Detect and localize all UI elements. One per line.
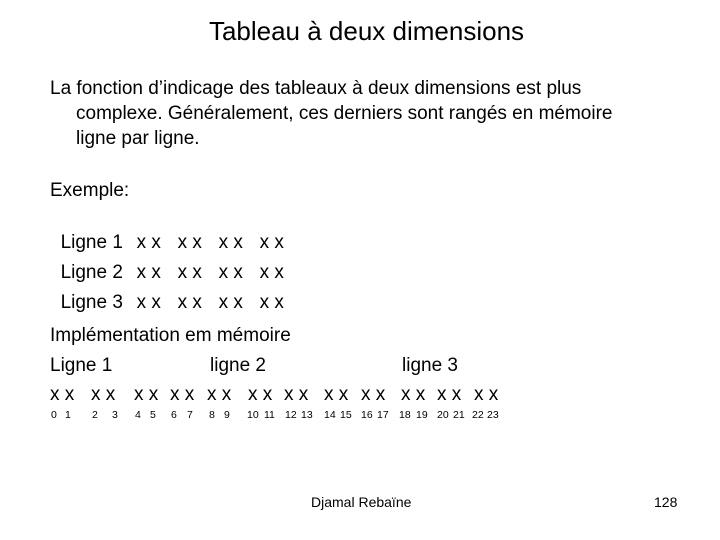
memory-index: 11: [264, 409, 275, 421]
memory-cell-pair: x x: [401, 384, 426, 405]
memory-index: 3: [112, 409, 118, 421]
page-number: 128: [654, 494, 678, 510]
memory-cell-pair: x x: [91, 384, 116, 405]
row-label: Ligne 2: [60, 262, 123, 283]
memory-label-line-1: Ligne 1: [50, 355, 113, 376]
memory-index: 18: [399, 409, 411, 421]
memory-label-line-3: ligne 3: [402, 355, 458, 376]
memory-index: 8: [209, 409, 215, 421]
memory-cell-pair: x x: [170, 384, 195, 405]
row-label: Ligne 3: [60, 292, 123, 313]
memory-index: 13: [301, 409, 313, 421]
row-cell: x x: [177, 232, 202, 253]
memory-index: 12: [285, 409, 297, 421]
memory-index: 19: [416, 409, 428, 421]
memory-index: 5: [150, 409, 156, 421]
footer-author: Djamal Rebaïne: [311, 494, 412, 510]
memory-index: 15: [340, 409, 352, 421]
row-label: Ligne 1: [60, 232, 123, 253]
intro-paragraph: [50, 76, 710, 151]
memory-index: 21: [453, 409, 465, 421]
memory-index: 7: [187, 409, 193, 421]
memory-index: 14: [324, 409, 336, 421]
memory-cell-pair: x x: [474, 384, 499, 405]
memory-heading: Implémentation em mémoire: [50, 325, 291, 346]
memory-index: 0: [51, 409, 57, 421]
memory-cell-pair: x x: [207, 384, 232, 405]
memory-index: 6: [171, 409, 177, 421]
memory-index: 2: [92, 409, 98, 421]
memory-index: 17: [377, 409, 389, 421]
row-cell: x x: [177, 292, 202, 313]
page-title: Tableau à deux dimensions: [208, 16, 525, 46]
example-row-3: [50, 270, 301, 314]
memory-index: 4: [135, 409, 141, 421]
memory-index: 10: [247, 409, 259, 421]
row-cell: x x: [136, 292, 161, 313]
memory-index: 22: [472, 409, 484, 421]
memory-index: 16: [361, 409, 373, 421]
row-cell: x x: [259, 232, 284, 253]
memory-cell-pair: x x: [284, 384, 309, 405]
row-cell: x x: [136, 232, 161, 253]
row-cell: x x: [136, 262, 161, 283]
memory-index: 20: [437, 409, 449, 421]
row-cell: x x: [218, 292, 243, 313]
memory-index: 1: [65, 409, 71, 421]
memory-index: 9: [224, 409, 230, 421]
row-cell: x x: [259, 292, 284, 313]
memory-index: 23: [487, 409, 499, 421]
intro-line-1: La fonction d’indicage des tableaux à deux dimensions est plus: [50, 78, 582, 99]
row-cell: x x: [218, 262, 243, 283]
memory-cell-pair: x x: [248, 384, 273, 405]
example-heading: Exemple:: [50, 180, 130, 201]
row-cell: x x: [259, 262, 284, 283]
memory-label-line-2: ligne 2: [210, 355, 266, 376]
row-cell: x x: [177, 262, 202, 283]
row-cell: x x: [218, 232, 243, 253]
memory-cell-pair: x x: [324, 384, 349, 405]
intro-line-2: complexe. Généralement, ces derniers sont rangés en mémoire: [76, 103, 613, 124]
intro-line-3: ligne par ligne.: [76, 128, 200, 149]
memory-cell-pair: x x: [361, 384, 386, 405]
memory-cell-pair: x x: [134, 384, 159, 405]
memory-cell-pair: x x: [50, 384, 75, 405]
memory-cell-pair: x x: [437, 384, 462, 405]
